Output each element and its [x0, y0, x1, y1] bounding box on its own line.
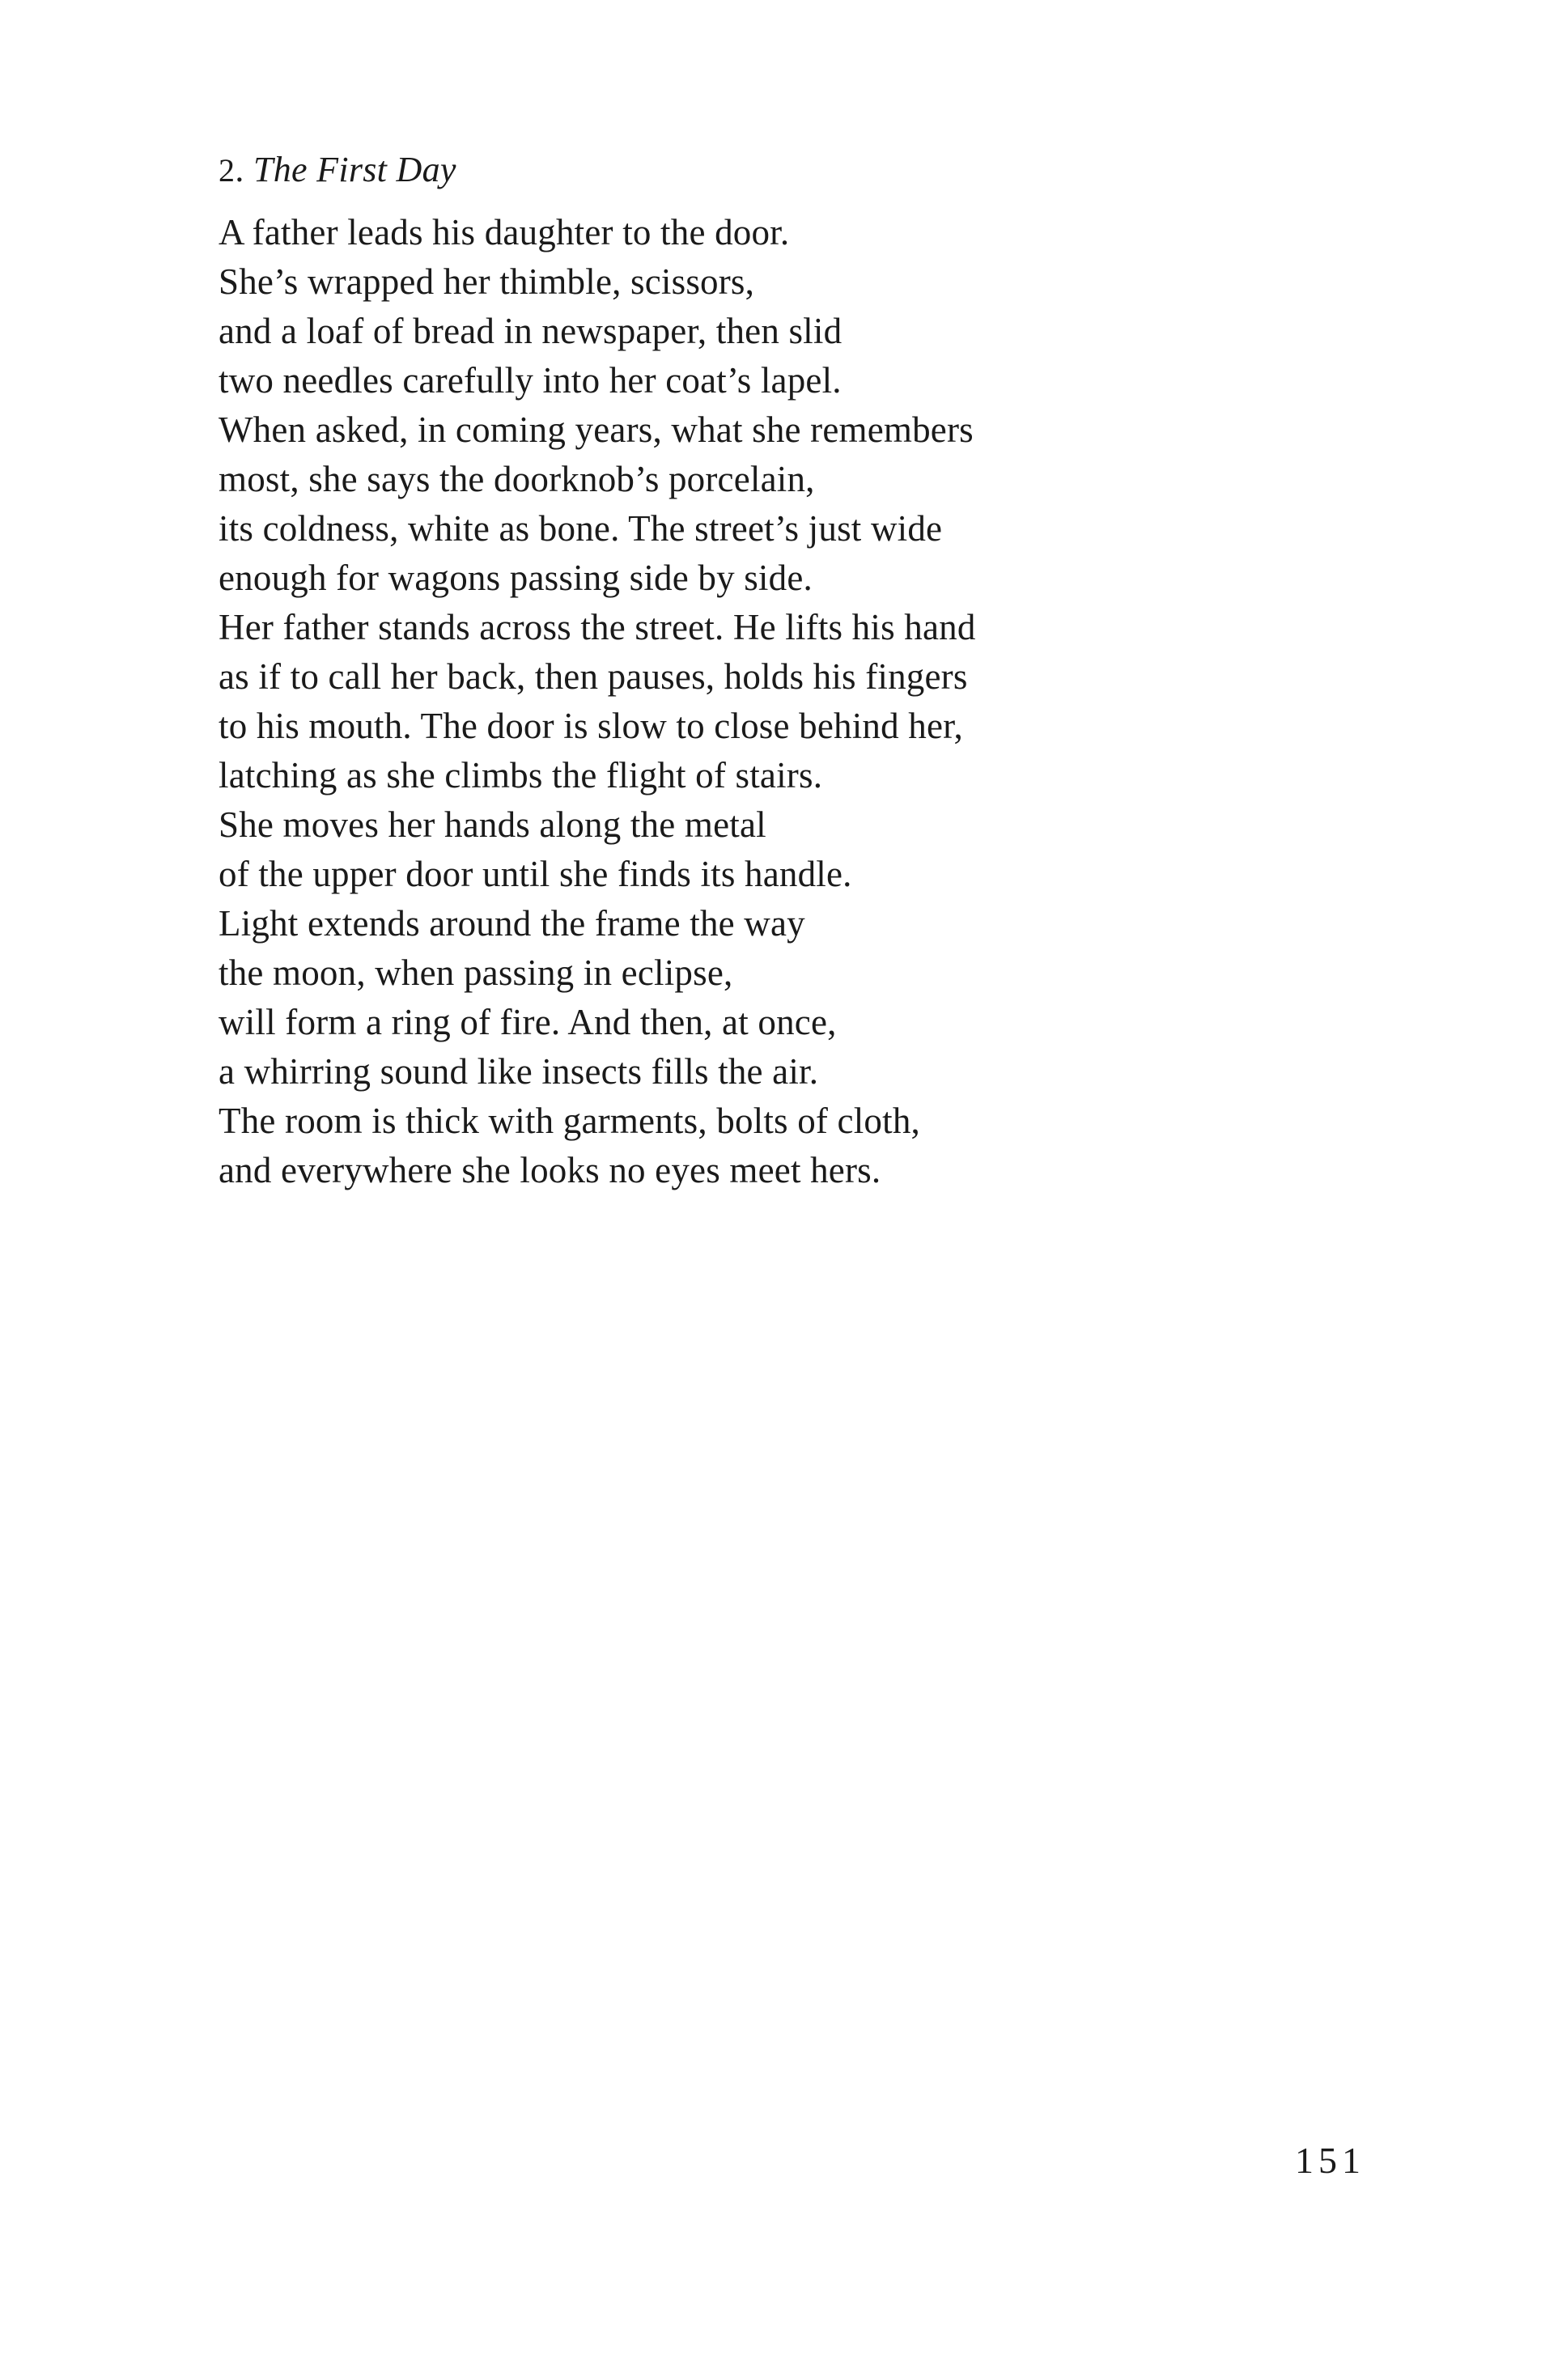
poem-line: The room is thick with garments, bolts of cloth, [219, 1101, 920, 1141]
poem-lines [219, 208, 1190, 1195]
section-heading [219, 146, 1190, 195]
poem-line: latching as she climbs the flight of stairs. [219, 755, 823, 795]
poem-line: to his mouth. The door is slow to close behind her, [219, 706, 963, 746]
section-separator: . [235, 150, 244, 189]
poem-line: and a loaf of bread in newspaper, then slid [219, 311, 843, 351]
poem-line: as if to call her back, then pauses, holds his fingers [219, 656, 968, 697]
poem-line: A father leads his daughter to the door. [219, 212, 790, 252]
poem-line: of the upper door until she finds its handle. [219, 854, 852, 894]
poem-line: She moves her hands along the metal [219, 804, 766, 845]
poem-line: Her father stands across the street. He lifts his hand [219, 607, 976, 647]
poem-line: will form a ring of fire. And then, at once, [219, 1002, 837, 1042]
poem-line: a whirring sound like insects fills the air. [219, 1051, 819, 1092]
poem-line: its coldness, white as bone. The street’s just wide [219, 508, 943, 549]
poem-line: enough for wagons passing side by side. [219, 558, 813, 598]
section-title: The First Day [253, 150, 456, 189]
section-number: 2 [219, 152, 236, 189]
poem-line: most, she says the doorknob’s porcelain, [219, 459, 815, 499]
poem-section [219, 146, 1190, 1195]
poem-line: Light extends around the frame the way [219, 903, 805, 944]
page-number: 151 [1295, 2140, 1365, 2181]
poem-line: two needles carefully into her coat’s lapel. [219, 360, 842, 401]
poem-line: the moon, when passing in eclipse, [219, 952, 733, 993]
poem-line: She’s wrapped her thimble, scissors, [219, 261, 755, 302]
poem-line: When asked, in coming years, what she remembers [219, 409, 974, 450]
poem-line: and everywhere she looks no eyes meet hers. [219, 1150, 881, 1190]
